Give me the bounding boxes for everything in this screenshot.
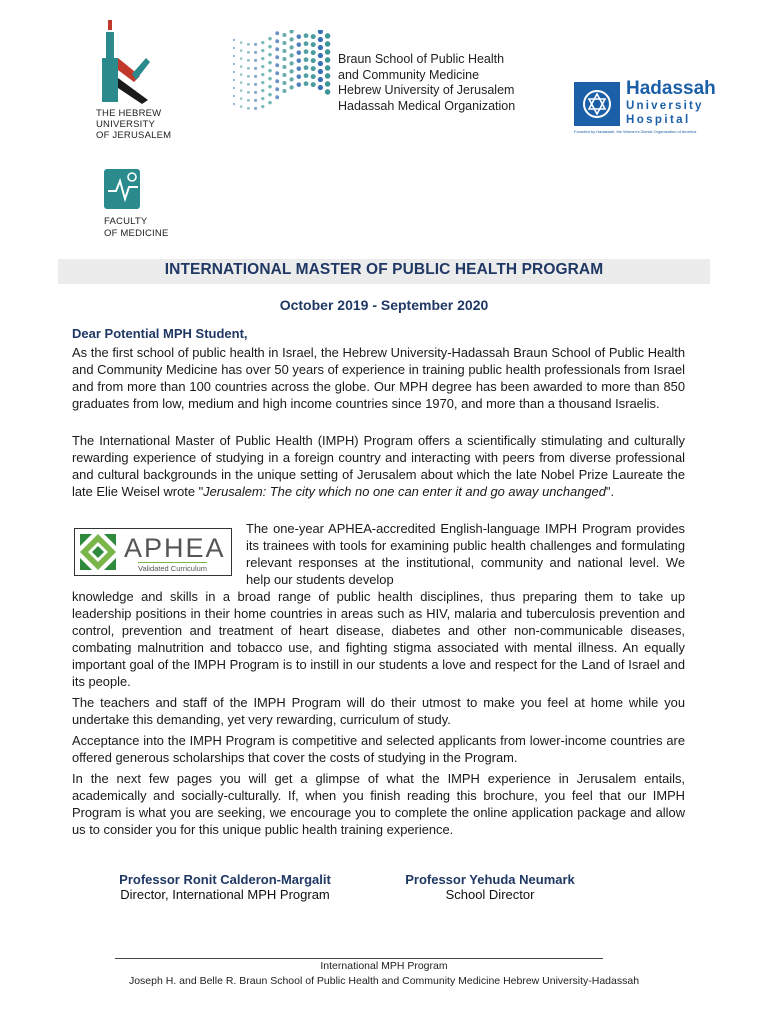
program-dates: October 2019 - September 2020 xyxy=(279,297,489,313)
braun-line-2: and Community Medicine xyxy=(338,67,480,82)
signature-block-school-director xyxy=(390,872,590,902)
footer-divider xyxy=(115,958,603,959)
braun-line-1: Braun School of Public Health xyxy=(338,52,505,66)
aphea-logo xyxy=(74,528,232,576)
braun-line-4: Hadassah Medical Organization xyxy=(338,98,516,113)
faculty-name xyxy=(104,216,168,240)
braun-school-name xyxy=(338,52,515,114)
huji-line-3: OF JERUSALEM xyxy=(96,130,172,141)
huji-line-1: THE HEBREW xyxy=(96,108,162,119)
footer-line-2: Joseph H. and Belle R. Braun School of Public Health and Community Medicine Hebrew University-Hadassah xyxy=(128,975,640,987)
hadassah-emblem-icon xyxy=(574,82,620,126)
paragraph-2 xyxy=(72,432,685,500)
salutation: Dear Potential MPH Student, xyxy=(72,326,248,341)
aphea-name: APHEA xyxy=(124,533,226,563)
signature-role: Director, International MPH Program xyxy=(120,887,330,902)
paragraph-3-intro: The one-year APHEA-accredited English-language IMPH Program provides its trainees with tools for examining public health challenges and formulating relevant responses at the institutional, community and national level. We help our students develop xyxy=(246,521,685,588)
paragraph-3-continued: knowledge and skills in a broad range of public health disciplines, thus preparing them to take up leadership positions in their home countries in areas such as HIV, malaria and tuberculosis prevention and control, prevention and treatment of heart disease, diabetes and other non-communicable diseases, combating malnutrition and tobacco use, and fighting stigma associated with mental illness. An equally important goal of the IMPH Program is to instill in our students a love and respect for the Land of Israel and its people. xyxy=(72,589,685,690)
paragraph-4: The teachers and staff of the IMPH Program will do their utmost to make you feel at home while you undertake this demanding, yet very rewarding, curriculum of study. xyxy=(72,695,685,728)
hebrew-university-logo xyxy=(88,18,178,148)
hadassah-caption: Founded by Hadassah, the Women's Zionist Organization of America xyxy=(574,129,697,134)
faculty-line-2: OF MEDICINE xyxy=(104,228,169,239)
signature-name: Professor Ronit Calderon-Margalit xyxy=(119,872,331,887)
page-title: INTERNATIONAL MASTER OF PUBLIC HEALTH PROGRAM xyxy=(164,261,604,278)
paragraph-1: As the first school of public health in Israel, the Hebrew University-Hadassah Braun School of Public Health and Community Medicine has over 50 years of experience in training public health professionals from Israel and from more than 100 countries across the globe. Our MPH degree has been awarded to more than 850 graduates from low, medium and high income countries since 1970, and more than a thousand Israelis. xyxy=(72,345,685,412)
paragraph-2-end: ". xyxy=(605,484,615,500)
braun-line-3: Hebrew University of Jerusalem xyxy=(338,83,515,97)
aphea-caption: Validated Curriculum xyxy=(138,564,208,573)
signature-block-director xyxy=(90,872,360,902)
huji-line-2: UNIVERSITY xyxy=(96,119,156,130)
faculty-emblem-icon xyxy=(100,167,148,211)
footer-line-1: International MPH Program xyxy=(320,960,448,972)
hadassah-line-3: Hospital xyxy=(626,114,691,126)
signature-role: School Director xyxy=(445,887,535,902)
hadassah-logo xyxy=(574,80,719,140)
aphea-emblem-icon xyxy=(78,532,118,572)
hadassah-line-2: University xyxy=(626,100,704,112)
paragraph-6: In the next few pages you will get a glimpse of what the IMPH experience in Jerusalem entails, academically and socially-culturally. If, when you finish reading this brochure, you feel that our IMPH Program is what you are seeking, we encourage you to complete the online application package and allow us to consider you for this unique public health training experience. xyxy=(72,771,685,838)
faculty-line-1: FACULTY xyxy=(104,216,148,227)
paragraph-2-text: The International Master of Public Health (IMPH) Program offers a scientifically stimulating and culturally rewarding experience of studying in a foreign country and interacting with peers from diverse professional and cultural backgrounds in the unique setting of Jerusalem about which the late Nobel Prize Laureate the late Elie Weisel wrote " xyxy=(72,433,685,500)
weisel-quote: Jerusalem: The city which no one can enter it and go away unchanged xyxy=(203,484,606,500)
paragraph-5: Acceptance into the IMPH Program is competitive and selected applicants from lower-income countries are offered generous scholarships that cover the costs of studying in the Program. xyxy=(72,733,685,766)
hadassah-name: Hadassah xyxy=(626,78,716,99)
braun-dots-emblem-icon xyxy=(228,30,338,126)
hebrew-university-emblem-icon xyxy=(88,18,178,108)
signature-name: Professor Yehuda Neumark xyxy=(405,872,575,887)
